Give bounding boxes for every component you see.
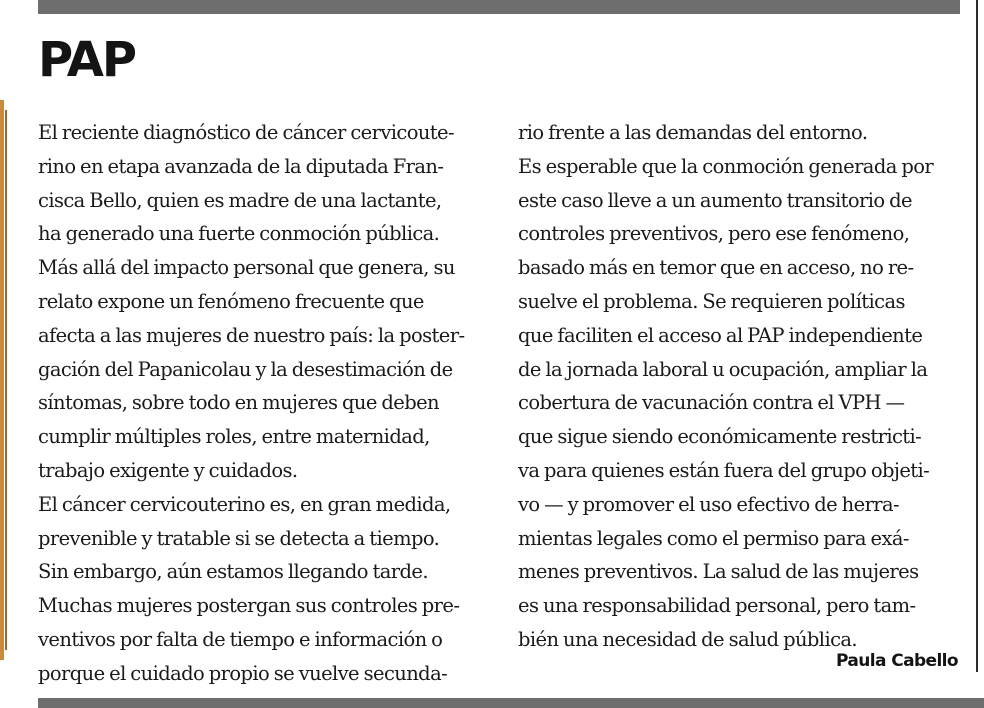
body-line: basado más en temor que en acceso, no re- xyxy=(518,256,914,280)
body-line: que sigue siendo económicamente restricti- xyxy=(518,425,922,449)
body-line: de la jornada laboral u ocupación, ampliar la xyxy=(518,357,928,381)
body-line: rino en etapa avanzada de la diputada Fran- xyxy=(38,154,444,178)
adjacent-column-edge xyxy=(0,100,4,660)
body-line: prevenible y tratable si se detecta a tiempo. xyxy=(38,526,440,550)
body-line: trabajo exigente y cuidados. xyxy=(38,458,298,482)
body-line: vo — y promover el uso efectivo de herra- xyxy=(518,492,900,516)
body-line: El reciente diagnóstico de cáncer cervicoute- xyxy=(38,121,454,144)
body-line: rio frente a las demandas del entorno. xyxy=(518,121,868,144)
bottom-rule xyxy=(38,698,984,708)
body-line: suelve el problema. Se requieren políticas xyxy=(518,289,905,313)
body-line: Es esperable que la conmoción generada por xyxy=(518,154,934,178)
body-line: Más allá del impacto personal que genera, su xyxy=(38,256,455,280)
body-line: va para quienes están fuera del grupo objeti- xyxy=(518,458,930,482)
body-line: relato expone un fenómeno frecuente que xyxy=(38,289,424,313)
body-line: mientas legales como el permiso para exá- xyxy=(518,526,909,550)
body-line: cumplir múltiples roles, entre maternidad, xyxy=(38,425,430,449)
body-line: Muchas mujeres postergan sus controles pre- xyxy=(38,594,460,618)
column-divider-rule xyxy=(976,0,978,672)
top-rule xyxy=(38,0,960,14)
author-byline: Paula Cabello xyxy=(836,651,958,671)
body-line: cobertura de vacunación contra el VPH — xyxy=(518,391,905,415)
body-line: gación del Papanicolau y la desestimación de xyxy=(38,357,453,381)
body-line: ventivos por falta de tiempo e información o xyxy=(38,627,443,651)
body-line: que faciliten el acceso al PAP independiente xyxy=(518,323,923,347)
body-line: bién una necesidad de salud pública. xyxy=(518,627,858,651)
body-line: este caso lleve a un aumento transitorio de xyxy=(518,188,912,212)
body-line: Sin embargo, aún estamos llegando tarde. xyxy=(38,560,428,584)
adjacent-column-edge-inner xyxy=(5,110,7,650)
body-line: ha generado una fuerte conmoción pública. xyxy=(38,222,440,246)
body-line: afecta a las mujeres de nuestro país: la poster- xyxy=(38,323,465,347)
body-line: es una responsabilidad personal, pero tam- xyxy=(518,594,916,618)
article-headline: PAP xyxy=(38,32,136,88)
article-body-left-column xyxy=(38,116,488,691)
body-line: porque el cuidado propio se vuelve secunda- xyxy=(38,661,448,685)
body-line: cisca Bello, quien es madre de una lactante, xyxy=(38,188,442,212)
body-line: controles preventivos, pero ese fenómeno, xyxy=(518,222,910,246)
body-line: menes preventivos. La salud de las mujeres xyxy=(518,560,919,584)
body-line: El cáncer cervicouterino es, en gran medida, xyxy=(38,492,451,516)
article-body-right-column xyxy=(518,116,968,657)
body-line: síntomas, sobre todo en mujeres que deben xyxy=(38,391,439,415)
